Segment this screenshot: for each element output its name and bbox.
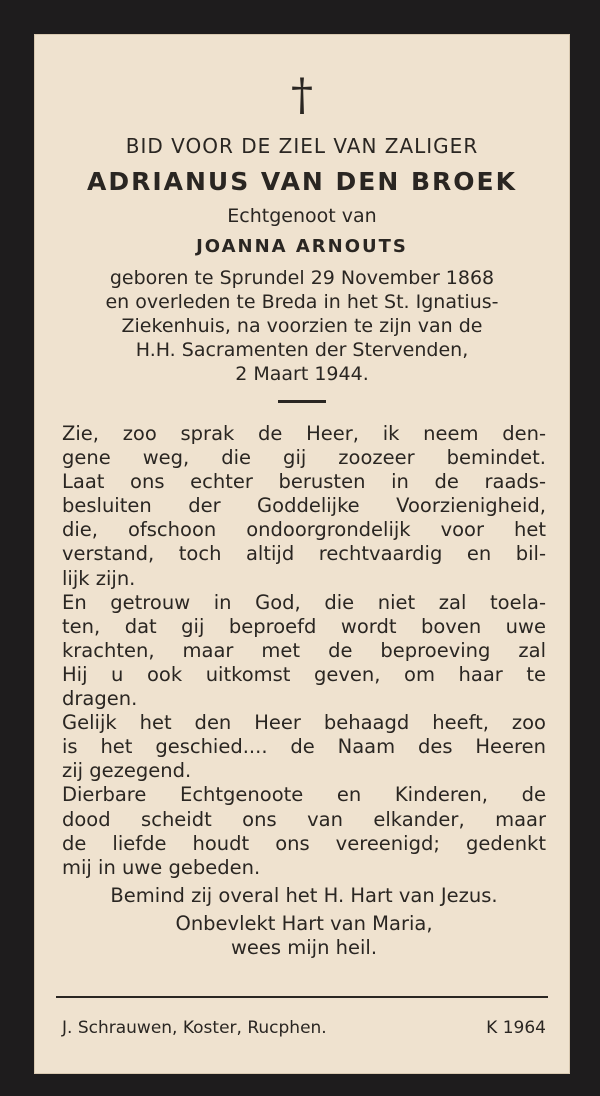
prayer-line: En getrouw in God, die niet zal toela- <box>62 590 546 614</box>
deceased-name: ADRIANUS VAN DEN BROEK <box>86 167 518 196</box>
prayer-line: zij gezegend. <box>62 759 192 783</box>
prayer-line: mij in uwe gebeden. <box>62 855 261 879</box>
birth-death-info <box>34 266 570 386</box>
prayer-line: Zie, zoo sprak de Heer, ik neem den- <box>62 422 546 445</box>
birth-line: 2 Maart 1944. <box>235 363 369 385</box>
spouse-name: JOANNA ARNOUTS <box>196 236 408 257</box>
birth-line: Ziekenhuis, na voorzien te zijn van de <box>121 315 483 337</box>
divider-long <box>56 996 548 998</box>
prayer-line: Gelijk het den Heer behaagd heeft, zoo <box>62 711 546 735</box>
cross-icon: † <box>291 70 313 121</box>
prayer-line: Dierbare Echtgenoote en Kinderen, de <box>62 783 546 807</box>
prayer-line: krachten, maar met de beproeving zal <box>62 638 546 662</box>
intro-heading: BID VOOR DE ZIEL VAN ZALIGER <box>125 134 479 158</box>
memorial-card <box>34 34 570 1074</box>
card-code: K 1964 <box>486 1018 546 1038</box>
devotion-line: wees mijn heil. <box>230 935 378 959</box>
spouse-label: Echtgenoot van <box>227 205 377 227</box>
prayer-line: de liefde houdt ons vereenigd; gedenkt <box>62 831 546 855</box>
prayer-line: die, ofschoon ondoorgrondelijk voor het <box>62 518 546 542</box>
prayer-line: lijk zijn. <box>62 566 136 590</box>
prayer-line: besluiten der Goddelijke Voorzienigheid, <box>62 494 546 518</box>
prayer-line: is het geschied.... de Naam des Heeren <box>62 735 546 759</box>
prayer-line: verstand, toch altijd rechtvaardig en bil- <box>62 542 546 566</box>
devotion-line: Onbevlekt Hart van Maria, <box>175 911 433 935</box>
devotion-line: Bemind zij overal het H. Hart van Jezus. <box>110 883 498 907</box>
birth-line: geboren te Sprundel 29 November 1868 <box>109 267 495 289</box>
birth-line: H.H. Sacramenten der Stervenden, <box>135 339 469 361</box>
divider-short <box>278 400 326 403</box>
prayer-line: dood scheidt ons van elkander, maar <box>62 807 546 831</box>
prayer-line: gene weg, die gij zoozeer bemindet. <box>62 446 546 470</box>
prayer-line: Hij u ook uitkomst geven, om haar te <box>62 662 546 686</box>
prayer-text <box>62 422 546 960</box>
birth-line: en overleden te Breda in het St. Ignatius- <box>105 291 499 313</box>
prayer-line: Laat ons echter berusten in de raads- <box>62 470 546 494</box>
printer-credit: J. Schrauwen, Koster, Rucphen. <box>62 1018 327 1038</box>
prayer-line: dragen. <box>62 687 138 711</box>
prayer-line: ten, dat gij beproefd wordt boven uwe <box>62 614 546 638</box>
